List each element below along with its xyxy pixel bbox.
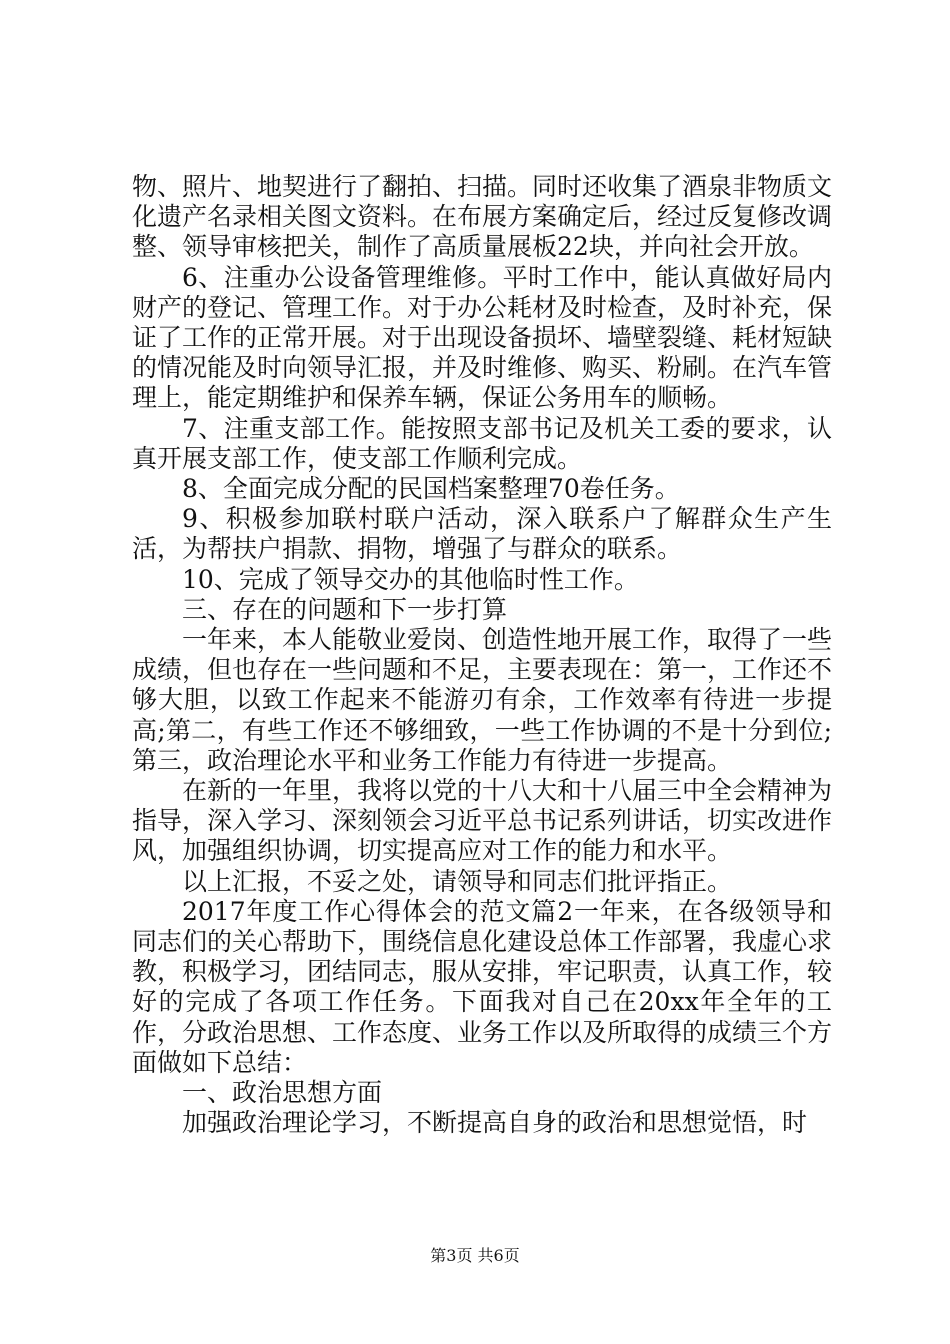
paragraph: 7、注重支部工作。能按照支部书记及机关工委的要求，认真开展支部工作，使支部工作顺利完成。 [132, 413, 832, 473]
paragraph: 6、注重办公设备管理维修。平时工作中，能认真做好局内财产的登记、管理工作。对于办公耗材及时检查，及时补充，保证了工作的正常开展。对于出现设备损坏、墙壁裂缝、耗材短缺的情况能及时向领导汇报，并及时维修、购买、粉刷。在汽车管理上，能定期维护和保养车辆，保证公务用车的顺畅。 [132, 262, 833, 413]
paragraph: 9、积极参加联村联户活动，深入联系户了解群众生产生活，为帮扶户捐款、捐物，增强了与群众的联系。 [132, 504, 832, 564]
paragraph: 一年来，本人能敬业爱岗、创造性地开展工作，取得了一些成绩，但也存在一些问题和不足，主要表现在：第一，工作还不够大胆，以致工作起来不能游刃有余，工作效率有待进一步提高;第二，有些工作还不够细致，一些工作协调的不是十分到位;第三，政治理论水平和业务工作能力有待进一步提高。 [132, 625, 833, 775]
page-footer: 第3页 共6页 [430, 1246, 520, 1265]
paragraph: 10、完成了领导交办的其他临时性工作。 [182, 564, 639, 594]
paragraph: 以上汇报，不妥之处，请领导和同志们批评指正。 [182, 866, 733, 896]
paragraph: 加强政治理论学习，不断提高自身的政治和思想觉悟，时 [182, 1108, 808, 1138]
document-body [132, 172, 832, 1139]
paragraph: 三、存在的问题和下一步打算 [182, 594, 508, 624]
paragraph: 2017年度工作心得体会的范文篇2一年来，在各级领导和同志们的关心帮助下，围绕信息化建设总体工作部署，我虚心求教，积极学习，团结同志，服从安排，牢记职责，认真工作，较好的完成了各项工作任务。下面我对自己在20xx年全年的工作，分政治思想、工作态度、业务工作以及所取得的成绩三个方面做如下总结： [132, 896, 833, 1077]
paragraph: 在新的一年里，我将以党的十八大和十八届三中全会精神为指导，深入学习、深刻领会习近平总书记系列讲话，切实改进作风，加强组织协调，切实提高应对工作的能力和水平。 [132, 776, 833, 866]
paragraph: 8、全面完成分配的民国档案整理70卷任务。 [182, 474, 680, 504]
paragraph: 物、照片、地契进行了翻拍、扫描。同时还收集了酒泉非物质文化遗产名录相关图文资料。在布展方案确定后，经过反复修改调整、领导审核把关，制作了高质量展板22块，并向社会开放。 [132, 172, 833, 262]
paragraph: 一、政治思想方面 [182, 1078, 383, 1108]
